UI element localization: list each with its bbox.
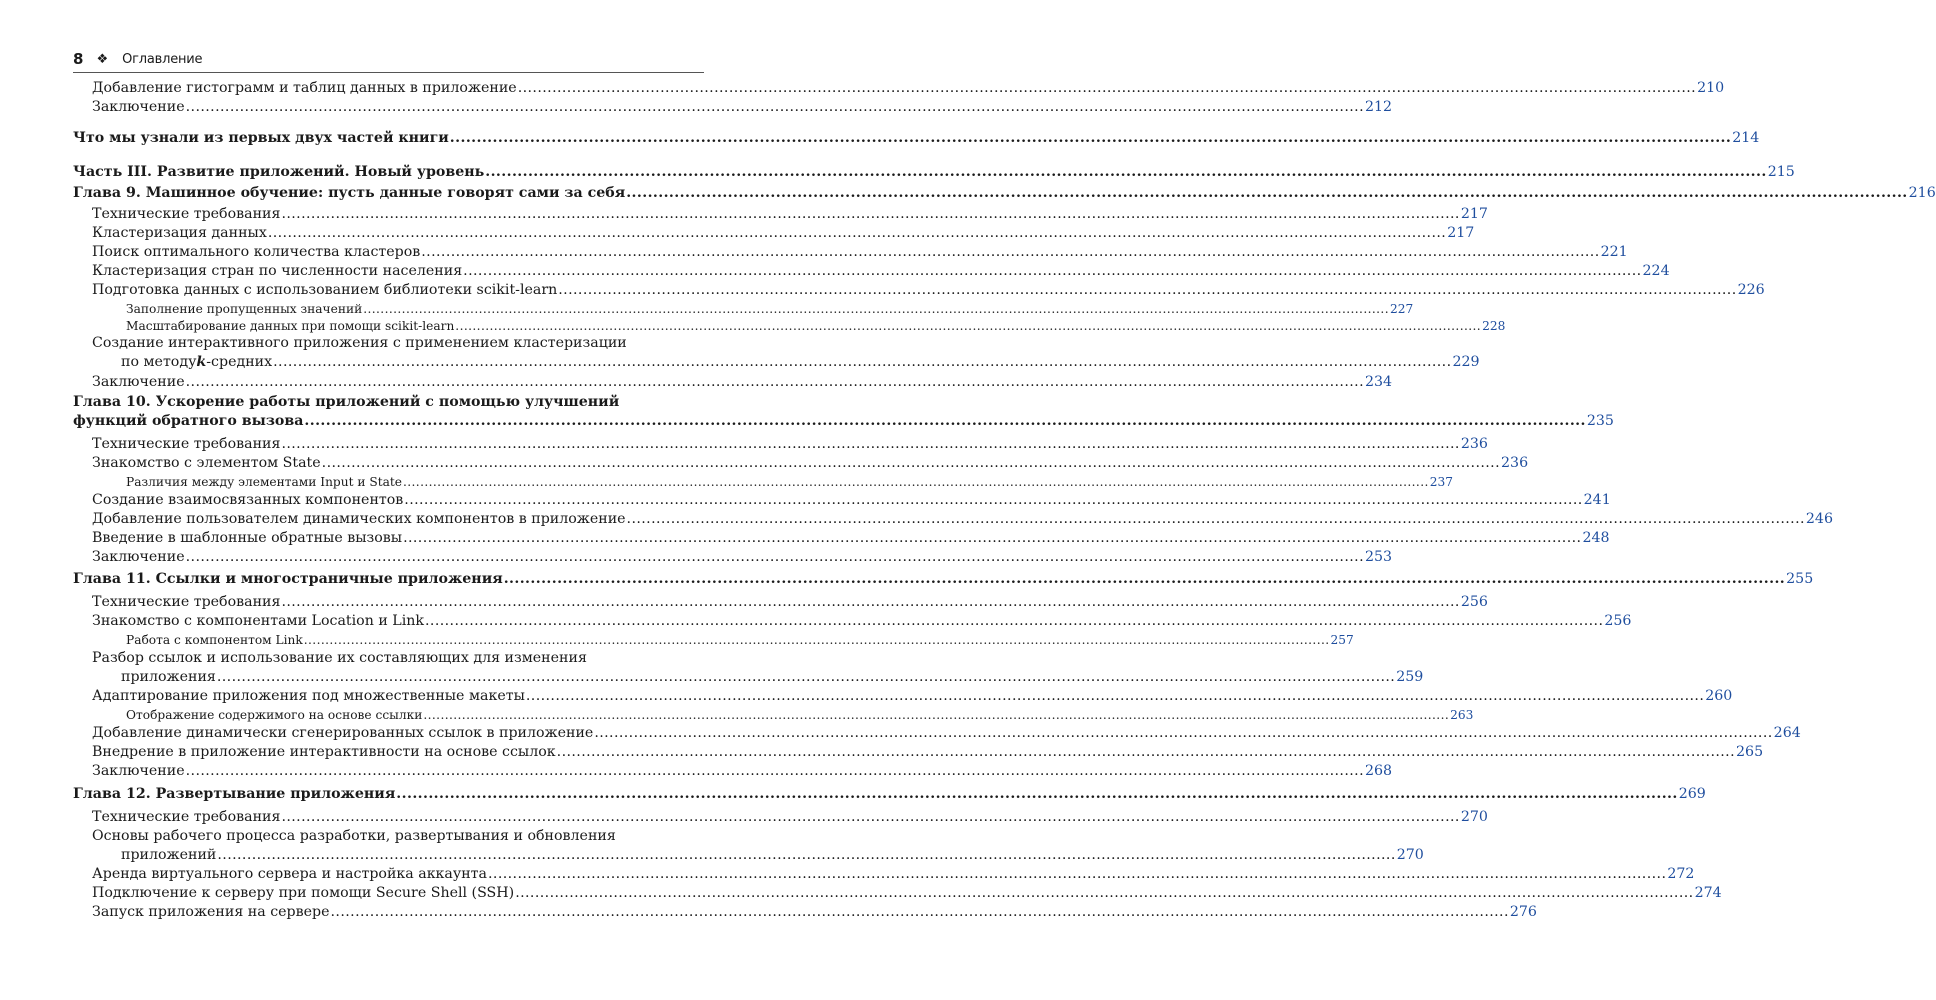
toc-entry[interactable]: Технические требования ..... 256 xyxy=(73,593,704,612)
toc-page-link[interactable]: 241 xyxy=(1583,492,1611,508)
toc-page-link[interactable]: 229 xyxy=(1452,354,1480,370)
toc-page-link[interactable]: 264 xyxy=(1773,725,1801,741)
toc-page-link[interactable]: 234 xyxy=(1364,374,1393,390)
toc-entry[interactable]: Глава 9. Машинное обучение: пусть данные говорят сами за себя ..... 216 xyxy=(73,184,704,203)
toc-page-link[interactable]: 256 xyxy=(1460,594,1488,610)
toc-entry[interactable]: Заполнение пропущенных значений ..... 227 xyxy=(73,300,704,319)
toc-page-link[interactable]: 236 xyxy=(1501,455,1529,471)
page-number: 8 xyxy=(73,50,84,68)
toc-entry[interactable]: Глава 12. Развертывание приложения ..... 269 xyxy=(73,785,704,804)
toc-entry[interactable]: Кластеризация стран по численности населения ..... 224 xyxy=(73,262,704,281)
toc-entry[interactable]: Внедрение в приложение интерактивности на основе ссылок ..... 265 xyxy=(73,743,704,762)
toc-entry[interactable]: Часть III. Развитие приложений. Новый уровень ..... 215 xyxy=(73,163,704,182)
toc-entry[interactable]: Добавление пользователем динамических компонентов в приложение ..... 246 xyxy=(73,510,704,529)
toc-entry[interactable]: Масштабирование данных при помощи scikit-learn ..... 228 xyxy=(73,317,704,336)
toc-entry[interactable]: Создание взаимосвязанных компонентов ..... 241 xyxy=(73,491,704,510)
toc-page-link[interactable]: 227 xyxy=(1389,302,1414,316)
toc-page-link[interactable]: 265 xyxy=(1736,744,1764,760)
toc-page-link[interactable]: 272 xyxy=(1667,866,1695,882)
toc-entry[interactable]: Заключение ..... 212 xyxy=(73,98,704,117)
toc-entry[interactable]: Технические требования ..... 217 xyxy=(73,205,704,224)
toc-entry[interactable]: Заключение ..... 234 xyxy=(73,373,704,392)
toc-page-link[interactable]: 216 xyxy=(1908,185,1936,201)
toc-page-link[interactable]: 253 xyxy=(1364,549,1393,565)
toc-entry[interactable]: Отображение содержимого на основе ссылки ..... 263 xyxy=(73,706,704,725)
toc-page-link[interactable]: 217 xyxy=(1447,225,1475,241)
toc-page-link[interactable]: 214 xyxy=(1732,130,1760,146)
toc-page-link[interactable]: 210 xyxy=(1697,80,1725,96)
toc-entry[interactable]: Подключение к серверу при помощи Secure Shell (SSH) ..... 274 xyxy=(73,884,704,903)
toc-entry[interactable]: Запуск приложения на сервере ..... 276 xyxy=(73,903,704,922)
toc-entry[interactable]: Глава 11. Ссылки и многостраничные приложения ..... 255 xyxy=(73,570,704,589)
toc-entry[interactable]: Аренда виртуального сервера и настройка аккаунта ..... 272 xyxy=(73,865,704,884)
toc-page-link[interactable]: 256 xyxy=(1604,613,1632,629)
toc-page-link[interactable]: 276 xyxy=(1509,904,1537,920)
toc-entry[interactable]: Адаптирование приложения под множественные макеты ..... 260 xyxy=(73,687,704,706)
toc-entry[interactable]: Технические требования ..... 270 xyxy=(73,808,704,827)
toc-page-link[interactable]: 212 xyxy=(1364,99,1393,115)
toc-entry[interactable]: Поиск оптимального количества кластеров ..... 221 xyxy=(73,243,704,262)
toc-page-link[interactable]: 217 xyxy=(1460,206,1488,222)
toc-page-link[interactable]: 259 xyxy=(1396,669,1424,685)
toc-entry[interactable]: Что мы узнали из первых двух частей книги ..... 214 xyxy=(73,129,704,148)
toc-page-link[interactable]: 268 xyxy=(1364,763,1393,779)
toc-entry[interactable]: Добавление динамически сгенерированных ссылок в приложение ..... 264 xyxy=(73,724,704,743)
running-header xyxy=(73,48,704,73)
running-title: Оглавление xyxy=(122,51,203,67)
toc-page-link[interactable]: 221 xyxy=(1600,244,1628,260)
toc-page-link[interactable]: 270 xyxy=(1396,847,1424,863)
toc-entry[interactable]: Глава 10. Ускорение работы приложений с помощью улучшений функций обратного вызова ..... 235 xyxy=(73,393,704,431)
toc-entry[interactable]: Заключение ..... 268 xyxy=(73,762,704,781)
toc-page-link[interactable]: 270 xyxy=(1460,809,1488,825)
toc-page-link[interactable]: 274 xyxy=(1694,885,1722,901)
toc-page-link[interactable]: 237 xyxy=(1429,475,1454,489)
toc-entry[interactable]: Заключение ..... 253 xyxy=(73,548,704,567)
toc-page-link[interactable]: 257 xyxy=(1330,633,1354,647)
toc-page-link[interactable]: 255 xyxy=(1786,571,1814,587)
toc-entry[interactable]: Технические требования ..... 236 xyxy=(73,435,704,454)
toc-page-link[interactable]: 224 xyxy=(1642,263,1670,279)
toc-page-link[interactable]: 215 xyxy=(1767,164,1795,180)
toc-page-link[interactable]: 226 xyxy=(1737,282,1765,298)
toc-page-link[interactable]: 260 xyxy=(1705,688,1733,704)
toc-page-link[interactable]: 246 xyxy=(1805,511,1833,527)
toc-page-link[interactable]: 228 xyxy=(1482,319,1506,333)
toc-entry[interactable]: Знакомство с элементом State ..... 236 xyxy=(73,454,704,473)
toc-entry[interactable]: Различия между элементами Input и State ..... 237 xyxy=(73,473,704,492)
toc-entry[interactable]: Подготовка данных с использованием библиотеки scikit-learn ..... 226 xyxy=(73,281,704,300)
toc-entry[interactable]: Основы рабочего процесса разработки, развертывания и обновления приложений ..... 270 xyxy=(73,827,704,865)
toc-entry[interactable]: Работа с компонентом Link ..... 257 xyxy=(73,631,704,650)
toc-entry[interactable]: Создание интерактивного приложения с применением кластеризации по методу k -средних ..... 229 xyxy=(73,334,704,372)
toc-entry[interactable]: Разбор ссылок и использование их составляющих для изменения приложения ..... 259 xyxy=(73,649,704,687)
toc-entry[interactable]: Знакомство с компонентами Location и Link ..... 256 xyxy=(73,612,704,631)
toc-page-link[interactable]: 263 xyxy=(1450,708,1474,722)
toc-page-link[interactable]: 236 xyxy=(1460,436,1488,452)
ornament-icon: ❖ xyxy=(96,51,109,67)
toc-page-link[interactable]: 269 xyxy=(1678,786,1706,802)
toc-page-link[interactable]: 235 xyxy=(1586,413,1614,429)
toc-page-link[interactable]: 248 xyxy=(1582,530,1610,546)
toc-entry[interactable]: Добавление гистограмм и таблиц данных в приложение ..... 210 xyxy=(73,79,704,98)
toc-entry[interactable]: Кластеризация данных ..... 217 xyxy=(73,224,704,243)
page xyxy=(73,48,1936,920)
toc-entry[interactable]: Введение в шаблонные обратные вызовы ..... 248 xyxy=(73,529,704,548)
